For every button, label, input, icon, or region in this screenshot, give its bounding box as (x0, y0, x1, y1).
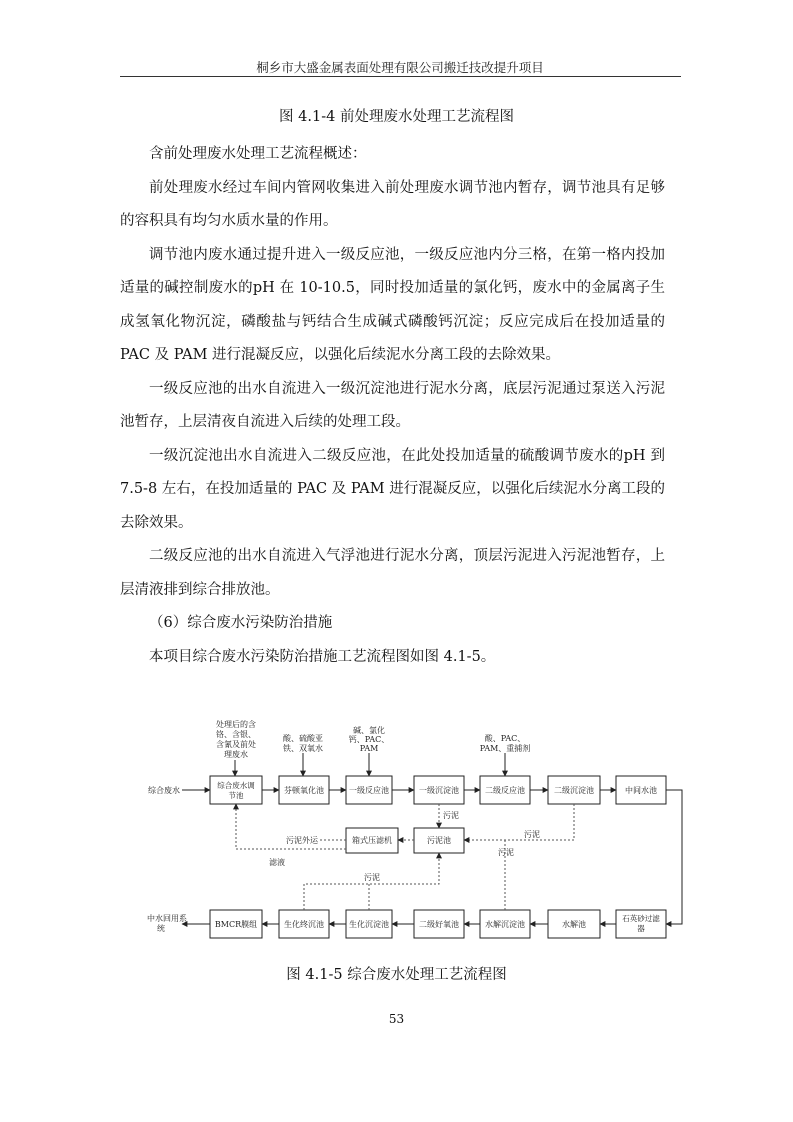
process-box-label: 综合废水调节池 (217, 781, 255, 800)
process-box-label: 污泥池 (427, 836, 451, 845)
process-box-label: BMCR膜组 (214, 920, 258, 929)
paragraph: 调节池内废水通过提升进入一级反应池，一级反应池内分三格，在第一格内投加适量的碱控制废水的pH 在 10-10.5，同时投加适量的氯化钙，废水中的金属离子生成氢氧化物沉淀，磷酸盐与钙结合生成碱式磷酸钙沉淀；反应完成后在投加适量的 PAC 及 PAM 进行混凝反应，以强化后续泥水分离工段的去除效果。 (120, 246, 665, 363)
paragraph: 一级沉淀池出水自流进入二级反应池，在此处投加适量的硫酸调节废水的pH 到 7.5-8 左右，在投加适量的 PAC 及 PAM 进行混凝反应，以强化后续泥水分离工段的去除效果。 (120, 447, 665, 531)
filtrate-label: 滤液 (269, 858, 285, 867)
process-box-label: 芬顿氧化池 (284, 786, 324, 795)
figure-caption: 图 4.1-5 综合废水处理工艺流程图 (286, 967, 507, 983)
process-box-label: 生化沉淀池 (349, 920, 389, 929)
paragraph: 一级反应池的出水自流进入一级沉淀池进行泥水分离，底层污泥通过泵送入污泥池暂存，上层清夜自流进入后续的处理工段。 (120, 380, 665, 430)
process-box-label: 二级沉淀池 (554, 786, 594, 795)
paragraph: 二级反应池的出水自流进入气浮池进行泥水分离，顶层污泥进入污泥池暂存，上层清液排到综合排放池。 (120, 548, 665, 598)
process-box-label: 石英砂过滤器 (622, 914, 660, 933)
paragraph: 前处理废水经过车间内管网收集进入前处理废水调节池内暂存，调节池具有足够的容积具有均匀水质水量的作用。 (120, 179, 665, 229)
process-box-label: 二级好氧池 (419, 920, 459, 929)
process-box-label: 箱式压滤机 (352, 836, 392, 845)
outlet-label: 中水回用系统 (147, 914, 187, 933)
section-heading: （6）综合废水污染防治措施 (149, 615, 333, 631)
process-box-label: 二级反应池 (485, 786, 525, 795)
dosing-label: 酸、硫酸亚铁、双氧水 (283, 734, 323, 753)
paragraph: 含前处理废水处理工艺流程概述： (149, 146, 367, 162)
process-box-label: 水解沉淀池 (485, 920, 525, 929)
paragraph: 本项目综合废水污染防治措施工艺流程图如图 4.1-5。 (149, 648, 496, 665)
dosing-label: 处理后的含铬、含银、含氰及前处理废水 (216, 720, 256, 759)
process-box-label: 一级反应池 (349, 786, 389, 795)
previous-figure-caption: 图 4.1-4 前处理废水处理工艺流程图 (279, 109, 514, 125)
inlet-label: 综合废水 (148, 786, 180, 795)
sludge-label: 污泥 (364, 873, 380, 882)
dosing-label: 酸、PAC、 PAM、重捕剂 (479, 734, 531, 753)
process-box-label: 中间水池 (625, 786, 657, 795)
sludge-label: 污泥 (524, 830, 540, 839)
process-box-label: 生化终沉池 (284, 920, 324, 929)
sludge-label: 污泥 (498, 848, 514, 857)
dosing-label: 碱、氯化钙、PAC、 PAM (348, 726, 390, 753)
running-header: 桐乡市大盛金属表面处理有限公司搬迁技改提升项目 (256, 60, 544, 75)
sludge-out-label: 污泥外运 (286, 836, 318, 845)
process-box-label: 一级沉淀池 (419, 786, 459, 795)
page-number: 53 (388, 1012, 405, 1026)
sludge-label: 污泥 (443, 811, 459, 820)
process-box-label: 水解池 (562, 920, 586, 929)
